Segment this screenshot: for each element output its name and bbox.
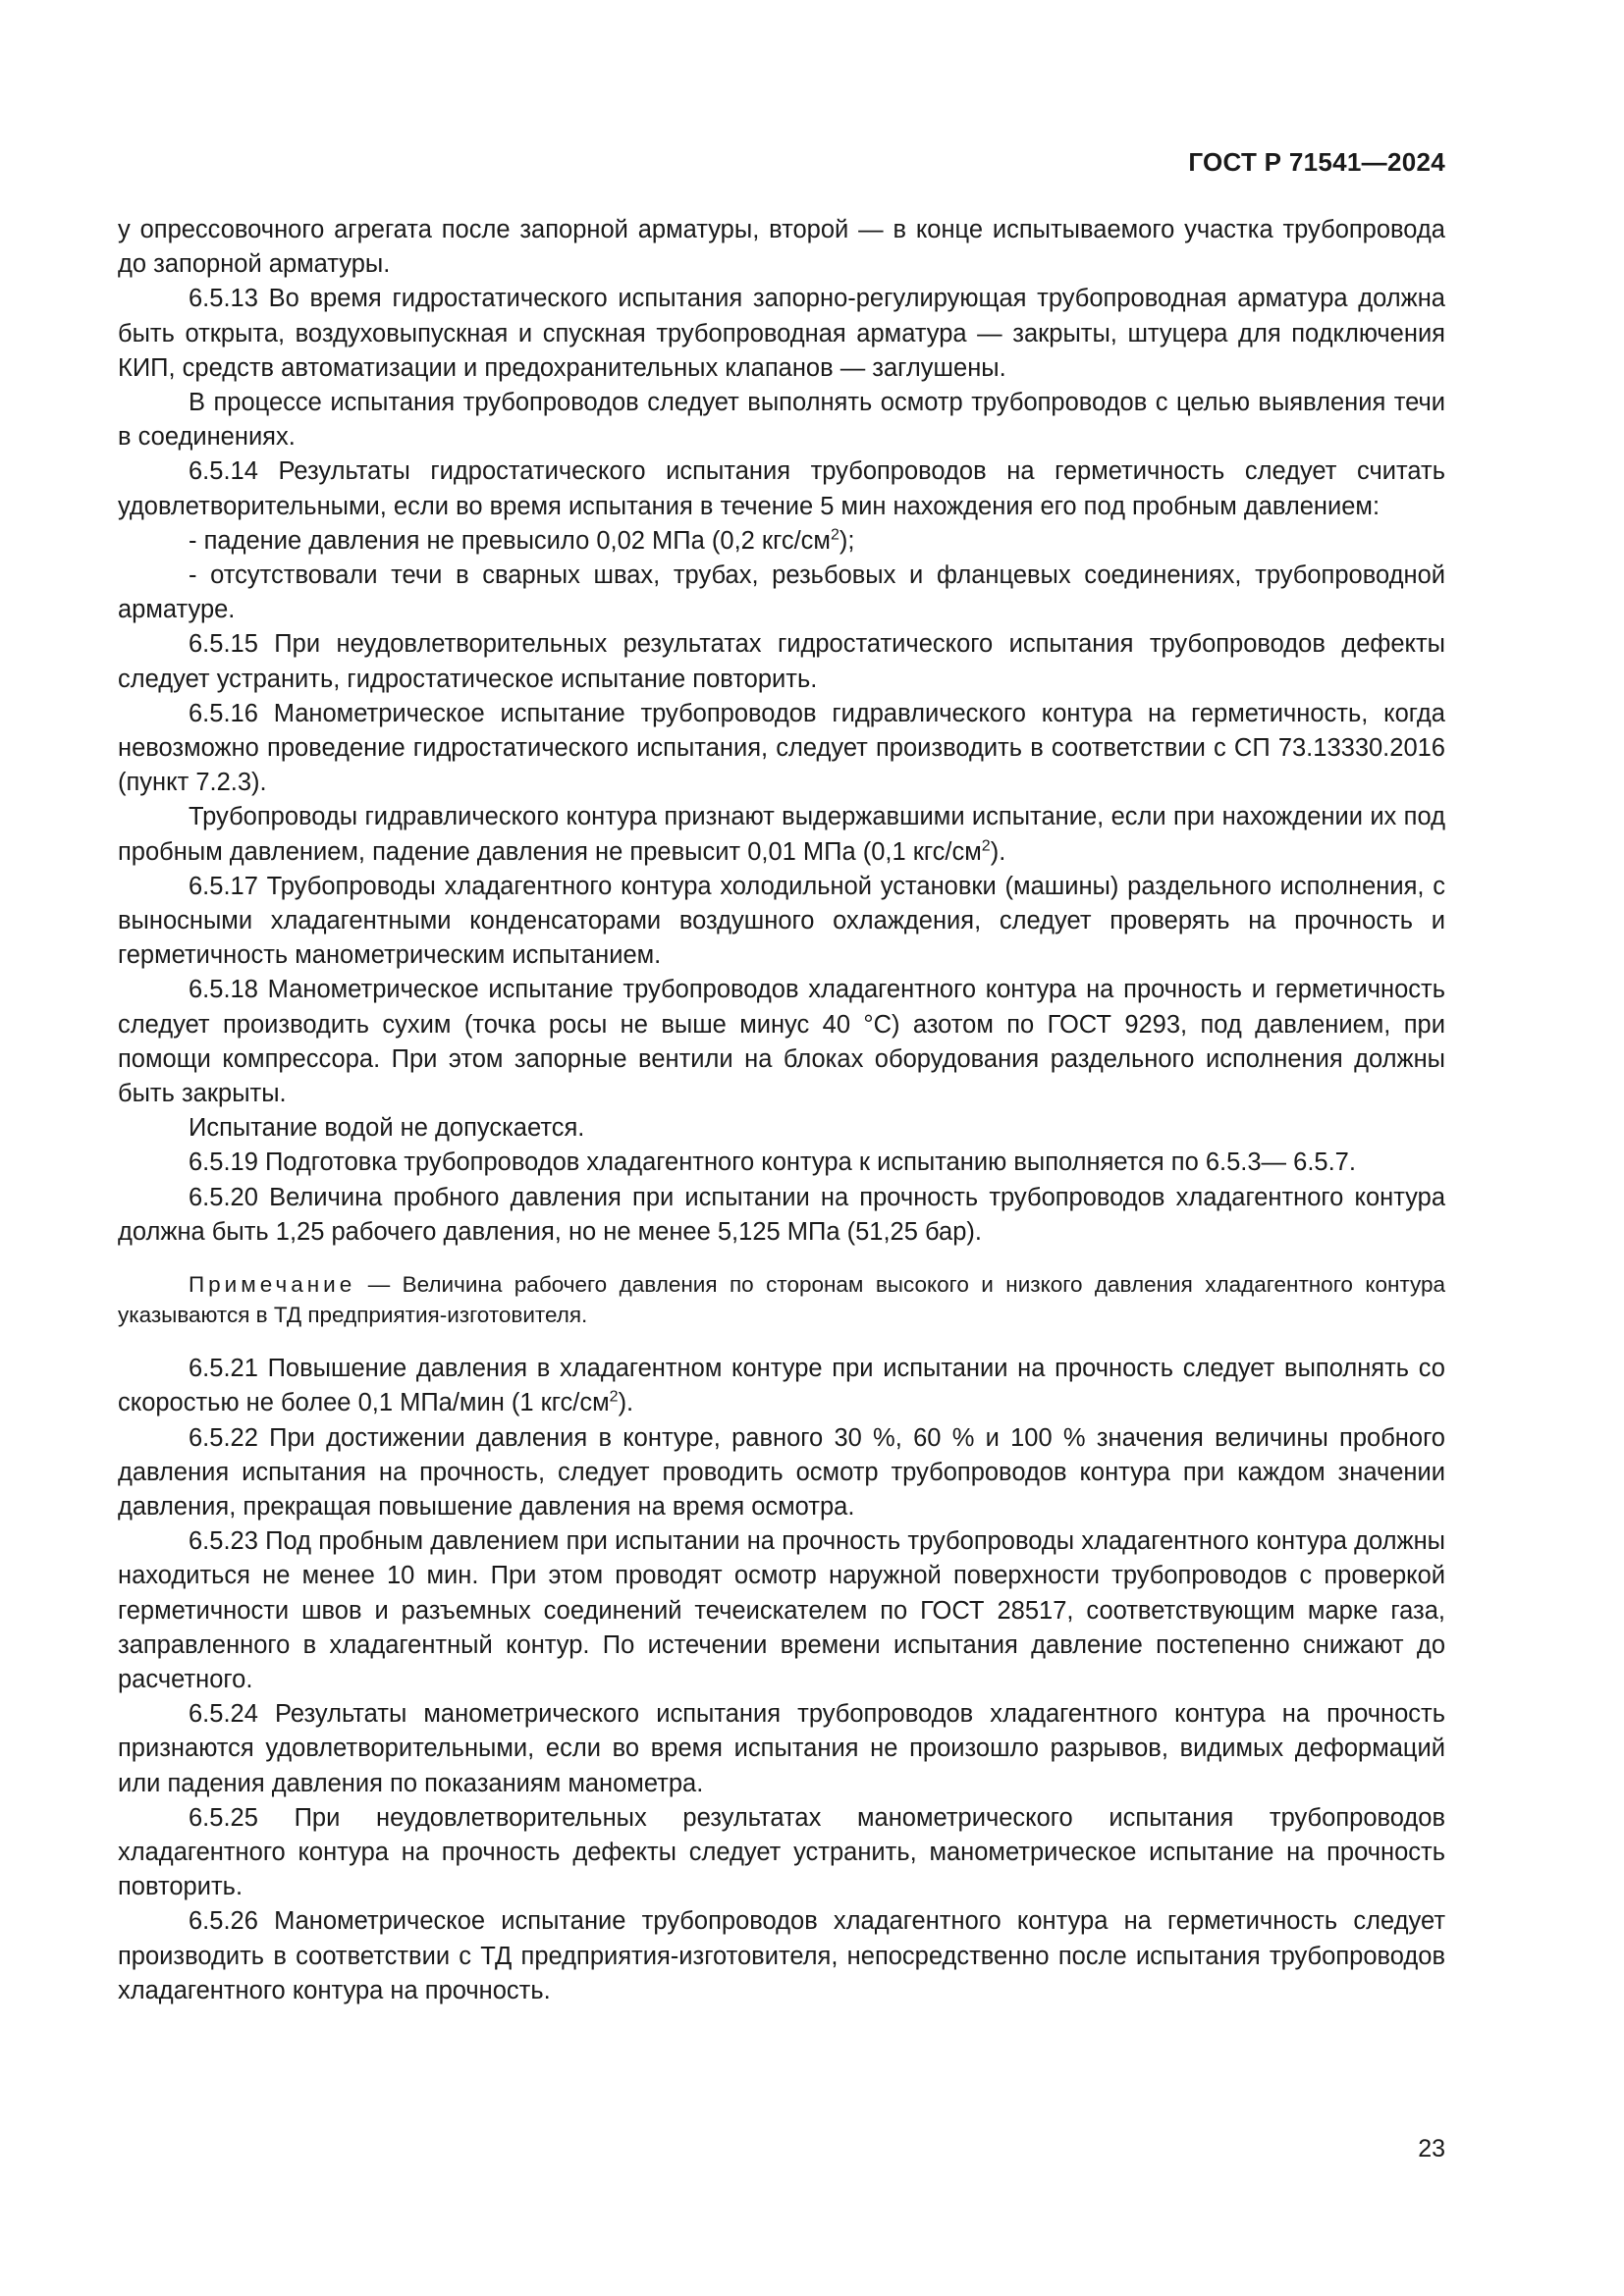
- clause-6-5-19: 6.5.19 Подготовка трубопроводов хладагентного контура к испытанию выполняется по 6.5.3— 6.5.7.: [189, 1148, 1356, 1177]
- note-label: Примечание: [189, 1272, 356, 1298]
- document-page: [118, 147, 1445, 2008]
- list-item-pressure-drop: [118, 524, 1445, 559]
- clause-6-5-25: 6.5.25 При неудовлетворительных результатах манометрического испытания трубопроводов хладагентного контура на прочность дефекты следует устранить, манометрическое испытание на прочность повторить.: [118, 1803, 1445, 1901]
- list-item-pressure-drop-text: - падение давления не превысило 0,02 МПа (0,2 кгс/см: [189, 526, 831, 555]
- clause-6-5-16-criteria-text: Трубопроводы гидравлического контура признают выдержавшими испытание, если при нахождении их под пробным давлением, падение давления не превысит 0,01 МПа (0,1 кгс/см: [118, 803, 1445, 866]
- document-code-header: ГОСТ Р 71541—2024: [1188, 147, 1445, 177]
- clause-6-5-20: 6.5.20 Величина пробного давления при испытании на прочность трубопроводов хладагентного контура должна быть 1,25 рабочего давления, но не менее 5,125 МПа (51,25 бар).: [118, 1183, 1445, 1246]
- list-item-pressure-drop-tail: );: [839, 526, 855, 555]
- clause-6-5-16: 6.5.16 Манометрическое испытание трубопроводов гидравлического контура на герметичность, когда невозможно проведение гидростатического испытания, следует производить в соответствии с СП 73.13330.2016 (пункт 7.2.3).: [118, 699, 1445, 797]
- note: [118, 1269, 1445, 1330]
- clause-6-5-23: 6.5.23 Под пробным давлением при испытании на прочность трубопроводы хладагентного контура должны находиться не менее 10 мин. При этом проводят осмотр наружной поверхности трубопроводов с проверкой герметичности швов и разъемных соединений течеискателем по ГОСТ 28517, соответствующим марке газа, заправленного в хладагентный контур. По истечении времени испытания давление постепенно снижают до расчетного.: [118, 1527, 1445, 1693]
- superscript: 2: [981, 837, 991, 855]
- clause-6-5-17: 6.5.17 Трубопроводы хладагентного контура холодильной установки (машины) раздельного исполнения, с выносными хладагентными конденсаторами воздушного охлаждения, следует проверять на прочность и герметичность манометрическим испытанием.: [118, 872, 1445, 970]
- clause-6-5-14: 6.5.14 Результаты гидростатического испытания трубопроводов на герметичность следует считать удовлетворительными, если во время испытания в течение 5 мин нахождения его под пробным давлением:: [118, 457, 1445, 520]
- superscript: 2: [830, 526, 839, 544]
- paragraph-continuation: у опрессовочного агрегата после запорной арматуры, второй — в конце испытываемого участка трубопровода до запорной арматуры.: [118, 216, 1445, 279]
- clause-6-5-18: 6.5.18 Манометрическое испытание трубопроводов хладагентного контура на прочность и герметичность следует производить сухим (точка росы не выше минус 40 °С) азотом по ГОСТ 9293, под давлением, при помощи компрессора. При этом запорные вентили на блоках оборудования раздельного исполнения должны быть закрыты.: [118, 976, 1445, 1108]
- clause-6-5-13: 6.5.13 Во время гидростатического испытания запорно-регулирующая трубопроводная арматура должна быть открыта, воздуховыпускная и спускная трубопроводная арматура — закрыты, штуцера для подключения КИП, средств автоматизации и предохранительных клапанов — заглушены.: [118, 285, 1445, 382]
- clause-6-5-21-text: 6.5.21 Повышение давления в хладагентном контуре при испытании на прочность следует выполнять со скоростью не более 0,1 МПа/мин (1 кгс/см: [118, 1355, 1445, 1417]
- page-number: 23: [1418, 2135, 1445, 2163]
- clause-6-5-21: [118, 1352, 1445, 1420]
- clause-6-5-26: 6.5.26 Манометрическое испытание трубопроводов хладагентного контура на герметичность следует производить в соответствии с ТД предприятия-изготовителя, непосредственно после испытания трубопроводов хладагентного контура на прочность.: [118, 1907, 1445, 2004]
- clause-6-5-13-inspection: В процессе испытания трубопроводов следует выполнять осмотр трубопроводов с целью выявления течи в соединениях.: [118, 389, 1445, 452]
- clause-6-5-16-criteria-tail: ).: [990, 837, 1006, 866]
- clause-6-5-18-water: Испытание водой не допускается.: [189, 1114, 585, 1143]
- clause-6-5-16-criteria: [118, 800, 1445, 869]
- note-text: — Величина рабочего давления по сторонам высокого и низкого давления хладагентного контура указываются в ТД предприятия-изготовителя.: [118, 1272, 1445, 1328]
- clause-6-5-24: 6.5.24 Результаты манометрического испытания трубопроводов хладагентного контура на прочность признаются удовлетворительными, если во время испытания не произошло разрывов, видимых деформаций или падения давления по показаниям манометра.: [118, 1700, 1445, 1797]
- list-item-no-leaks: - отсутствовали течи в сварных швах, трубах, резьбовых и фланцевых соединениях, трубопроводной арматуре.: [118, 561, 1445, 624]
- clause-6-5-15: 6.5.15 При неудовлетворительных результатах гидростатического испытания трубопроводов дефекты следует устранить, гидростатическое испытание повторить.: [118, 630, 1445, 693]
- clause-6-5-21-tail: ).: [618, 1389, 634, 1417]
- superscript: 2: [609, 1388, 619, 1406]
- clause-6-5-22: 6.5.22 При достижении давления в контуре, равного 30 %, 60 % и 100 % значения величины пробного давления испытания на прочность, следует проводить осмотр трубопроводов контура при каждом значении давления, прекращая повышение давления на время осмотра.: [118, 1423, 1445, 1521]
